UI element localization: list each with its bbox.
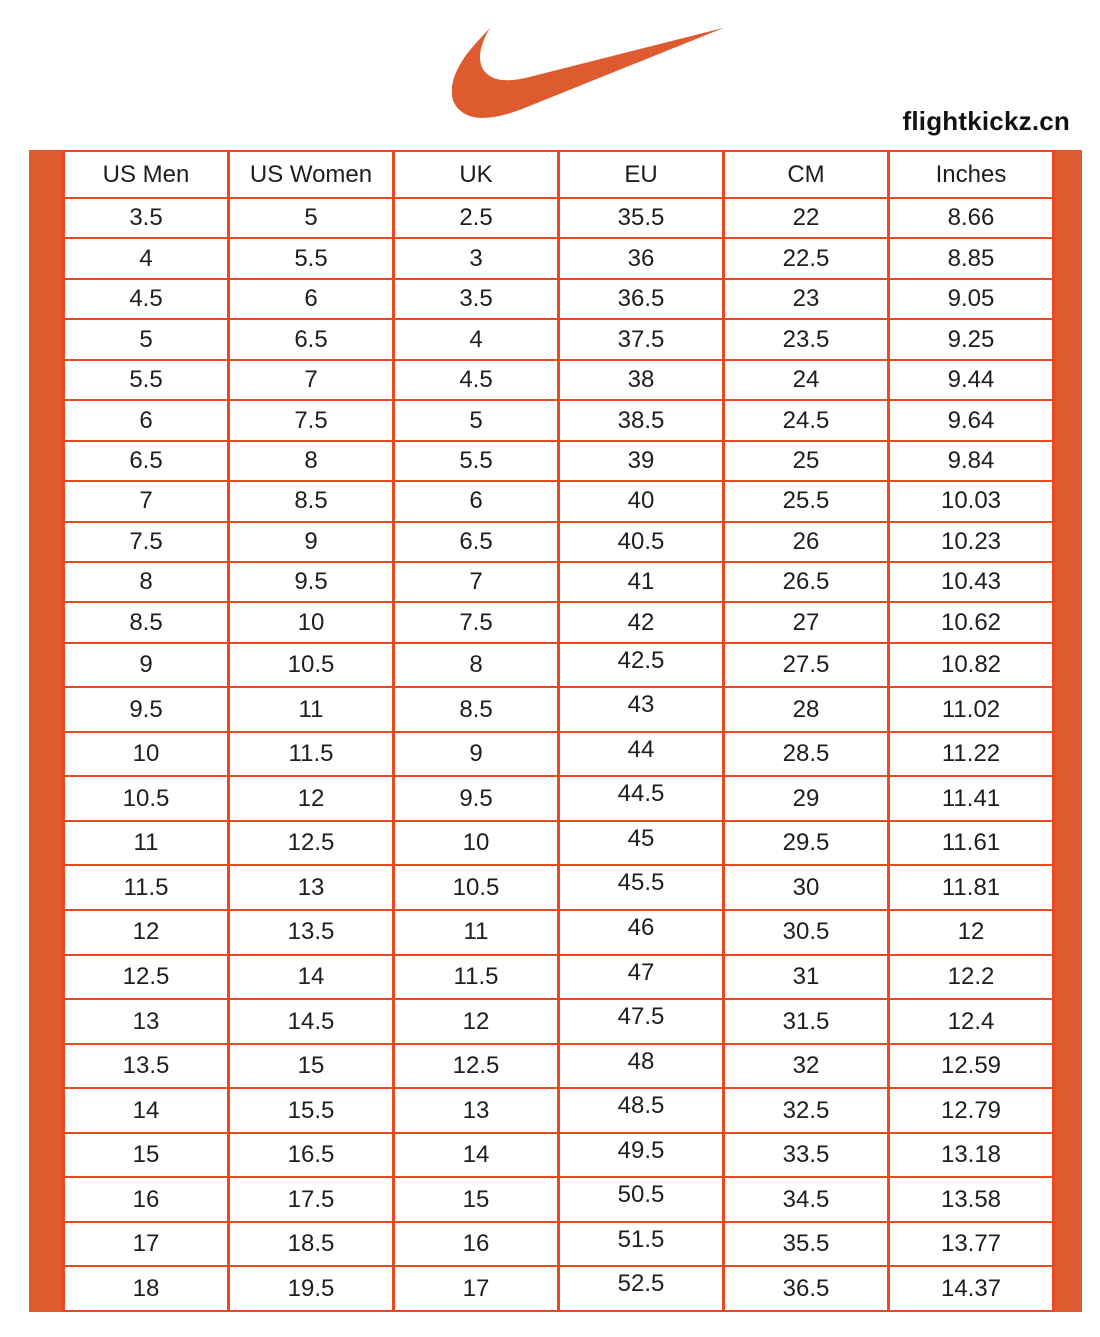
size-cell: 16 (394, 1222, 559, 1267)
table-row (64, 955, 1054, 1000)
table-row (64, 1266, 1054, 1311)
size-cell: 10 (229, 602, 394, 642)
size-cell: 23 (724, 279, 889, 319)
table-row (64, 1044, 1054, 1089)
size-cell: 38.5 (559, 400, 724, 440)
size-cell: 25.5 (724, 481, 889, 521)
size-cell: 12 (889, 910, 1054, 955)
table-row (64, 1177, 1054, 1222)
size-cell: 15 (394, 1177, 559, 1222)
column-header-inches: Inches (889, 151, 1054, 198)
size-cell: 17 (64, 1222, 229, 1267)
size-cell: 12 (64, 910, 229, 955)
size-cell: 5 (229, 198, 394, 238)
size-cell: 7.5 (229, 400, 394, 440)
size-cell: 38 (559, 360, 724, 400)
size-cell: 30 (724, 865, 889, 910)
size-cell: 12.79 (889, 1088, 1054, 1133)
size-cell: 5 (394, 400, 559, 440)
size-cell: 22.5 (724, 238, 889, 278)
size-cell: 22 (724, 198, 889, 238)
size-cell: 8.5 (394, 687, 559, 732)
size-cell: 44 (559, 732, 724, 777)
size-cell: 9.5 (394, 776, 559, 821)
size-cell: 14 (394, 1133, 559, 1178)
size-chart-sheet (29, 150, 1082, 1312)
size-cell: 45.5 (559, 865, 724, 910)
size-cell: 9 (394, 732, 559, 777)
size-cell: 42.5 (559, 643, 724, 688)
size-cell: 36 (559, 238, 724, 278)
table-row (64, 865, 1054, 910)
size-cell: 9.64 (889, 400, 1054, 440)
size-cell: 40 (559, 481, 724, 521)
table-row (64, 732, 1054, 777)
size-cell: 37.5 (559, 319, 724, 359)
size-cell: 15.5 (229, 1088, 394, 1133)
size-cell: 52.5 (559, 1266, 724, 1311)
size-cell: 10.62 (889, 602, 1054, 642)
table-row (64, 441, 1054, 481)
table-row (64, 1133, 1054, 1178)
size-cell: 8.85 (889, 238, 1054, 278)
size-cell: 4 (64, 238, 229, 278)
size-cell: 7 (229, 360, 394, 400)
column-header-us-men: US Men (64, 151, 229, 198)
size-cell: 27.5 (724, 643, 889, 688)
size-cell: 5.5 (64, 360, 229, 400)
size-cell: 6.5 (394, 522, 559, 562)
size-cell: 3.5 (64, 198, 229, 238)
size-cell: 10.5 (64, 776, 229, 821)
right-border-stripe (1055, 150, 1082, 1312)
size-cell: 2.5 (394, 198, 559, 238)
size-cell: 32 (724, 1044, 889, 1089)
size-cell: 47.5 (559, 999, 724, 1044)
size-cell: 8 (394, 643, 559, 688)
size-cell: 31 (724, 955, 889, 1000)
size-cell: 11 (64, 821, 229, 866)
size-cell: 43 (559, 687, 724, 732)
size-cell: 14 (64, 1088, 229, 1133)
size-cell: 3 (394, 238, 559, 278)
size-cell: 9.84 (889, 441, 1054, 481)
size-cell: 29 (724, 776, 889, 821)
size-cell: 7.5 (64, 522, 229, 562)
size-cell: 10.5 (394, 865, 559, 910)
size-cell: 44.5 (559, 776, 724, 821)
size-cell: 12.5 (394, 1044, 559, 1089)
size-cell: 19.5 (229, 1266, 394, 1311)
size-cell: 18.5 (229, 1222, 394, 1267)
size-cell: 12.5 (229, 821, 394, 866)
size-cell: 8 (64, 562, 229, 602)
size-cell: 17.5 (229, 1177, 394, 1222)
size-cell: 9.25 (889, 319, 1054, 359)
size-cell: 30.5 (724, 910, 889, 955)
size-cell: 14 (229, 955, 394, 1000)
size-cell: 47 (559, 955, 724, 1000)
size-cell: 10.03 (889, 481, 1054, 521)
size-cell: 11 (229, 687, 394, 732)
size-cell: 9.05 (889, 279, 1054, 319)
table-row (64, 602, 1054, 642)
table-row (64, 360, 1054, 400)
table-row (64, 319, 1054, 359)
size-cell: 49.5 (559, 1133, 724, 1178)
size-cell: 17 (394, 1266, 559, 1311)
size-cell: 9.5 (229, 562, 394, 602)
size-cell: 13.5 (229, 910, 394, 955)
column-header-us-women: US Women (229, 151, 394, 198)
size-cell: 39 (559, 441, 724, 481)
size-cell: 28.5 (724, 732, 889, 777)
size-cell: 11.61 (889, 821, 1054, 866)
size-cell: 45 (559, 821, 724, 866)
size-cell: 11.02 (889, 687, 1054, 732)
size-cell: 6.5 (229, 319, 394, 359)
table-row (64, 522, 1054, 562)
size-cell: 10.82 (889, 643, 1054, 688)
size-cell: 12.4 (889, 999, 1054, 1044)
size-cell: 7 (394, 562, 559, 602)
size-cell: 12.59 (889, 1044, 1054, 1089)
size-cell: 10 (394, 821, 559, 866)
size-cell: 11.41 (889, 776, 1054, 821)
size-cell: 13.58 (889, 1177, 1054, 1222)
size-cell: 48 (559, 1044, 724, 1089)
size-cell: 35.5 (559, 198, 724, 238)
column-header-uk: UK (394, 151, 559, 198)
size-cell: 7.5 (394, 602, 559, 642)
table-row (64, 1222, 1054, 1267)
size-cell: 11.5 (64, 865, 229, 910)
size-cell: 16 (64, 1177, 229, 1222)
size-cell: 31.5 (724, 999, 889, 1044)
size-cell: 6 (394, 481, 559, 521)
nike-swoosh-logo (452, 26, 724, 120)
table-header (64, 151, 1054, 198)
table-body (64, 198, 1054, 1311)
size-cell: 33.5 (724, 1133, 889, 1178)
size-cell: 13 (64, 999, 229, 1044)
size-cell: 8.5 (64, 602, 229, 642)
size-cell: 25 (724, 441, 889, 481)
size-cell: 9.44 (889, 360, 1054, 400)
table-row (64, 643, 1054, 688)
left-border-stripe (29, 150, 62, 1312)
size-cell: 8 (229, 441, 394, 481)
size-cell: 6 (64, 400, 229, 440)
column-header-eu: EU (559, 151, 724, 198)
size-cell: 24.5 (724, 400, 889, 440)
size-chart-table (62, 150, 1055, 1312)
table-row (64, 198, 1054, 238)
size-cell: 12 (394, 999, 559, 1044)
table-row (64, 279, 1054, 319)
size-cell: 13 (229, 865, 394, 910)
size-cell: 36.5 (724, 1266, 889, 1311)
size-cell: 40.5 (559, 522, 724, 562)
size-cell: 24 (724, 360, 889, 400)
size-cell: 26 (724, 522, 889, 562)
table-row (64, 238, 1054, 278)
size-cell: 11.81 (889, 865, 1054, 910)
size-cell: 42 (559, 602, 724, 642)
size-cell: 51.5 (559, 1222, 724, 1267)
size-cell: 5.5 (394, 441, 559, 481)
size-cell: 46 (559, 910, 724, 955)
size-cell: 11.5 (394, 955, 559, 1000)
table-row (64, 687, 1054, 732)
size-cell: 4.5 (394, 360, 559, 400)
column-header-cm: CM (724, 151, 889, 198)
size-cell: 6.5 (64, 441, 229, 481)
size-cell: 14.5 (229, 999, 394, 1044)
size-cell: 10.43 (889, 562, 1054, 602)
size-cell: 7 (64, 481, 229, 521)
size-cell: 5 (64, 319, 229, 359)
size-cell: 9.5 (64, 687, 229, 732)
size-cell: 27 (724, 602, 889, 642)
size-cell: 15 (229, 1044, 394, 1089)
header-row (64, 151, 1054, 198)
size-cell: 10.5 (229, 643, 394, 688)
size-cell: 26.5 (724, 562, 889, 602)
size-cell: 48.5 (559, 1088, 724, 1133)
size-cell: 16.5 (229, 1133, 394, 1178)
size-cell: 11.5 (229, 732, 394, 777)
size-cell: 8.5 (229, 481, 394, 521)
size-cell: 9 (64, 643, 229, 688)
size-cell: 4.5 (64, 279, 229, 319)
size-cell: 10.23 (889, 522, 1054, 562)
table-row (64, 776, 1054, 821)
size-cell: 11 (394, 910, 559, 955)
table-row (64, 821, 1054, 866)
size-cell: 15 (64, 1133, 229, 1178)
size-cell: 41 (559, 562, 724, 602)
size-cell: 6 (229, 279, 394, 319)
size-cell: 23.5 (724, 319, 889, 359)
size-cell: 32.5 (724, 1088, 889, 1133)
size-cell: 9 (229, 522, 394, 562)
size-cell: 4 (394, 319, 559, 359)
table-row (64, 481, 1054, 521)
size-cell: 29.5 (724, 821, 889, 866)
table-row (64, 400, 1054, 440)
size-cell: 28 (724, 687, 889, 732)
size-cell: 12 (229, 776, 394, 821)
size-cell: 14.37 (889, 1266, 1054, 1311)
size-cell: 8.66 (889, 198, 1054, 238)
table-row (64, 999, 1054, 1044)
size-cell: 13.18 (889, 1133, 1054, 1178)
table-row (64, 1088, 1054, 1133)
table-row (64, 562, 1054, 602)
size-cell: 12.5 (64, 955, 229, 1000)
size-cell: 50.5 (559, 1177, 724, 1222)
size-cell: 10 (64, 732, 229, 777)
size-cell: 11.22 (889, 732, 1054, 777)
size-cell: 13.77 (889, 1222, 1054, 1267)
size-cell: 36.5 (559, 279, 724, 319)
size-cell: 34.5 (724, 1177, 889, 1222)
size-cell: 13 (394, 1088, 559, 1133)
size-cell: 3.5 (394, 279, 559, 319)
size-cell: 5.5 (229, 238, 394, 278)
table-row (64, 910, 1054, 955)
size-cell: 12.2 (889, 955, 1054, 1000)
watermark-text: flightkickz.cn (902, 106, 1070, 136)
size-cell: 18 (64, 1266, 229, 1311)
size-cell: 35.5 (724, 1222, 889, 1267)
size-cell: 13.5 (64, 1044, 229, 1089)
